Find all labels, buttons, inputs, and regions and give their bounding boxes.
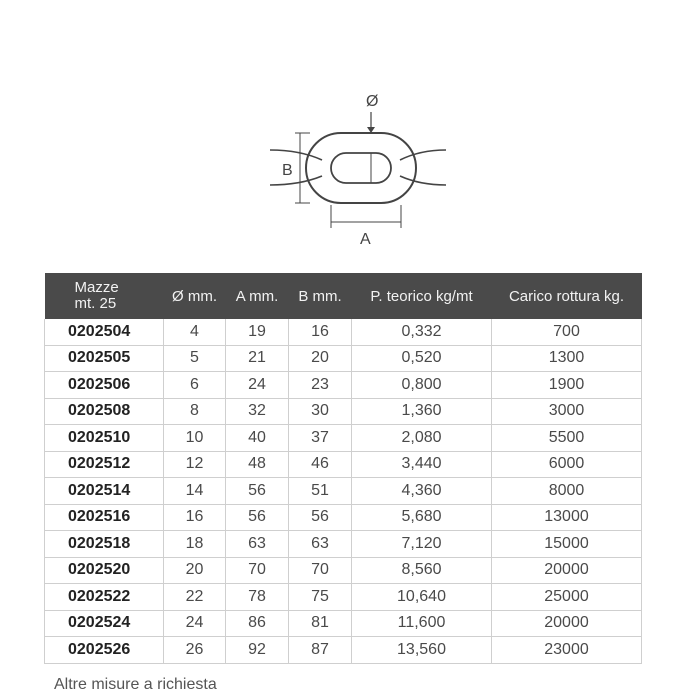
cell-a: 32	[226, 398, 289, 425]
table-row	[45, 504, 642, 531]
cell-code: 0202514	[45, 478, 164, 505]
cell-diameter: 4	[164, 319, 226, 345]
cell-code: 0202524	[45, 610, 164, 637]
cell-b: 87	[289, 637, 352, 664]
cell-b: 23	[289, 372, 352, 399]
table-row	[45, 584, 642, 611]
cell-breaking-load: 13000	[492, 504, 642, 531]
cell-weight: 7,120	[352, 531, 492, 558]
cell-diameter: 10	[164, 425, 226, 452]
cell-diameter: 6	[164, 372, 226, 399]
cell-b: 46	[289, 451, 352, 478]
cell-code: 0202506	[45, 372, 164, 399]
left-link-top	[270, 150, 322, 160]
left-link-bottom	[270, 176, 322, 185]
cell-diameter: 14	[164, 478, 226, 505]
cell-breaking-load: 700	[492, 319, 642, 345]
main-link-outer	[306, 133, 416, 203]
cell-a: 19	[226, 319, 289, 345]
header-breaking-load: Carico rottura kg.	[492, 273, 642, 319]
cell-weight: 11,600	[352, 610, 492, 637]
cell-a: 21	[226, 345, 289, 372]
cell-breaking-load: 23000	[492, 637, 642, 664]
cell-diameter: 24	[164, 610, 226, 637]
table-row	[45, 425, 642, 452]
cell-code: 0202504	[45, 319, 164, 345]
cell-diameter: 8	[164, 398, 226, 425]
cell-breaking-load: 15000	[492, 531, 642, 558]
header-a: A mm.	[226, 273, 289, 319]
specs-table	[44, 273, 642, 664]
table-header-row	[45, 273, 642, 319]
cell-b: 30	[289, 398, 352, 425]
cell-weight: 13,560	[352, 637, 492, 664]
cell-a: 63	[226, 531, 289, 558]
cell-a: 48	[226, 451, 289, 478]
cell-code: 0202510	[45, 425, 164, 452]
table-row	[45, 478, 642, 505]
a-label: A	[360, 231, 371, 248]
cell-breaking-load: 25000	[492, 584, 642, 611]
cell-diameter: 22	[164, 584, 226, 611]
table-row	[45, 557, 642, 584]
cell-weight: 0,800	[352, 372, 492, 399]
cell-a: 70	[226, 557, 289, 584]
cell-b: 75	[289, 584, 352, 611]
cell-a: 92	[226, 637, 289, 664]
cell-diameter: 5	[164, 345, 226, 372]
table-row	[45, 319, 642, 345]
cell-b: 20	[289, 345, 352, 372]
cell-b: 81	[289, 610, 352, 637]
chain-link-diagram	[270, 85, 450, 250]
cell-diameter: 16	[164, 504, 226, 531]
cell-breaking-load: 5500	[492, 425, 642, 452]
cell-breaking-load: 20000	[492, 610, 642, 637]
cell-code: 0202520	[45, 557, 164, 584]
cell-diameter: 20	[164, 557, 226, 584]
cell-a: 56	[226, 478, 289, 505]
cell-weight: 1,360	[352, 398, 492, 425]
header-mazze: Mazze mt. 25	[45, 273, 164, 319]
cell-code: 0202516	[45, 504, 164, 531]
table-row	[45, 531, 642, 558]
cell-a: 56	[226, 504, 289, 531]
cell-code: 0202522	[45, 584, 164, 611]
cell-breaking-load: 1900	[492, 372, 642, 399]
cell-weight: 0,520	[352, 345, 492, 372]
right-link-bottom	[400, 176, 446, 185]
table-row	[45, 610, 642, 637]
main-link-inner	[331, 153, 391, 183]
cell-breaking-load: 6000	[492, 451, 642, 478]
table-row	[45, 372, 642, 399]
cell-b: 16	[289, 319, 352, 345]
right-link-top	[400, 150, 446, 160]
cell-code: 0202518	[45, 531, 164, 558]
cell-a: 40	[226, 425, 289, 452]
cell-weight: 8,560	[352, 557, 492, 584]
cell-weight: 10,640	[352, 584, 492, 611]
cell-code: 0202505	[45, 345, 164, 372]
cell-breaking-load: 20000	[492, 557, 642, 584]
cell-b: 70	[289, 557, 352, 584]
table-row	[45, 451, 642, 478]
table-body	[45, 319, 642, 663]
cell-weight: 0,332	[352, 319, 492, 345]
b-label: B	[282, 162, 293, 179]
cell-code: 0202526	[45, 637, 164, 664]
table-row	[45, 345, 642, 372]
cell-weight: 3,440	[352, 451, 492, 478]
cell-diameter: 18	[164, 531, 226, 558]
cell-b: 63	[289, 531, 352, 558]
cell-weight: 2,080	[352, 425, 492, 452]
header-b: B mm.	[289, 273, 352, 319]
table-row	[45, 398, 642, 425]
cell-weight: 5,680	[352, 504, 492, 531]
cell-breaking-load: 8000	[492, 478, 642, 505]
specs-table-container	[44, 273, 641, 664]
cell-code: 0202512	[45, 451, 164, 478]
cell-weight: 4,360	[352, 478, 492, 505]
cell-diameter: 26	[164, 637, 226, 664]
cell-b: 56	[289, 504, 352, 531]
cell-diameter: 12	[164, 451, 226, 478]
cell-b: 51	[289, 478, 352, 505]
cell-a: 86	[226, 610, 289, 637]
table-row	[45, 637, 642, 664]
cell-code: 0202508	[45, 398, 164, 425]
footer-note: Altre misure a richiesta	[54, 676, 217, 693]
cell-breaking-load: 1300	[492, 345, 642, 372]
header-diameter: Ø mm.	[164, 273, 226, 319]
cell-a: 78	[226, 584, 289, 611]
cell-a: 24	[226, 372, 289, 399]
cell-b: 37	[289, 425, 352, 452]
diameter-label: Ø	[366, 93, 379, 110]
cell-breaking-load: 3000	[492, 398, 642, 425]
header-weight: P. teorico kg/mt	[352, 273, 492, 319]
